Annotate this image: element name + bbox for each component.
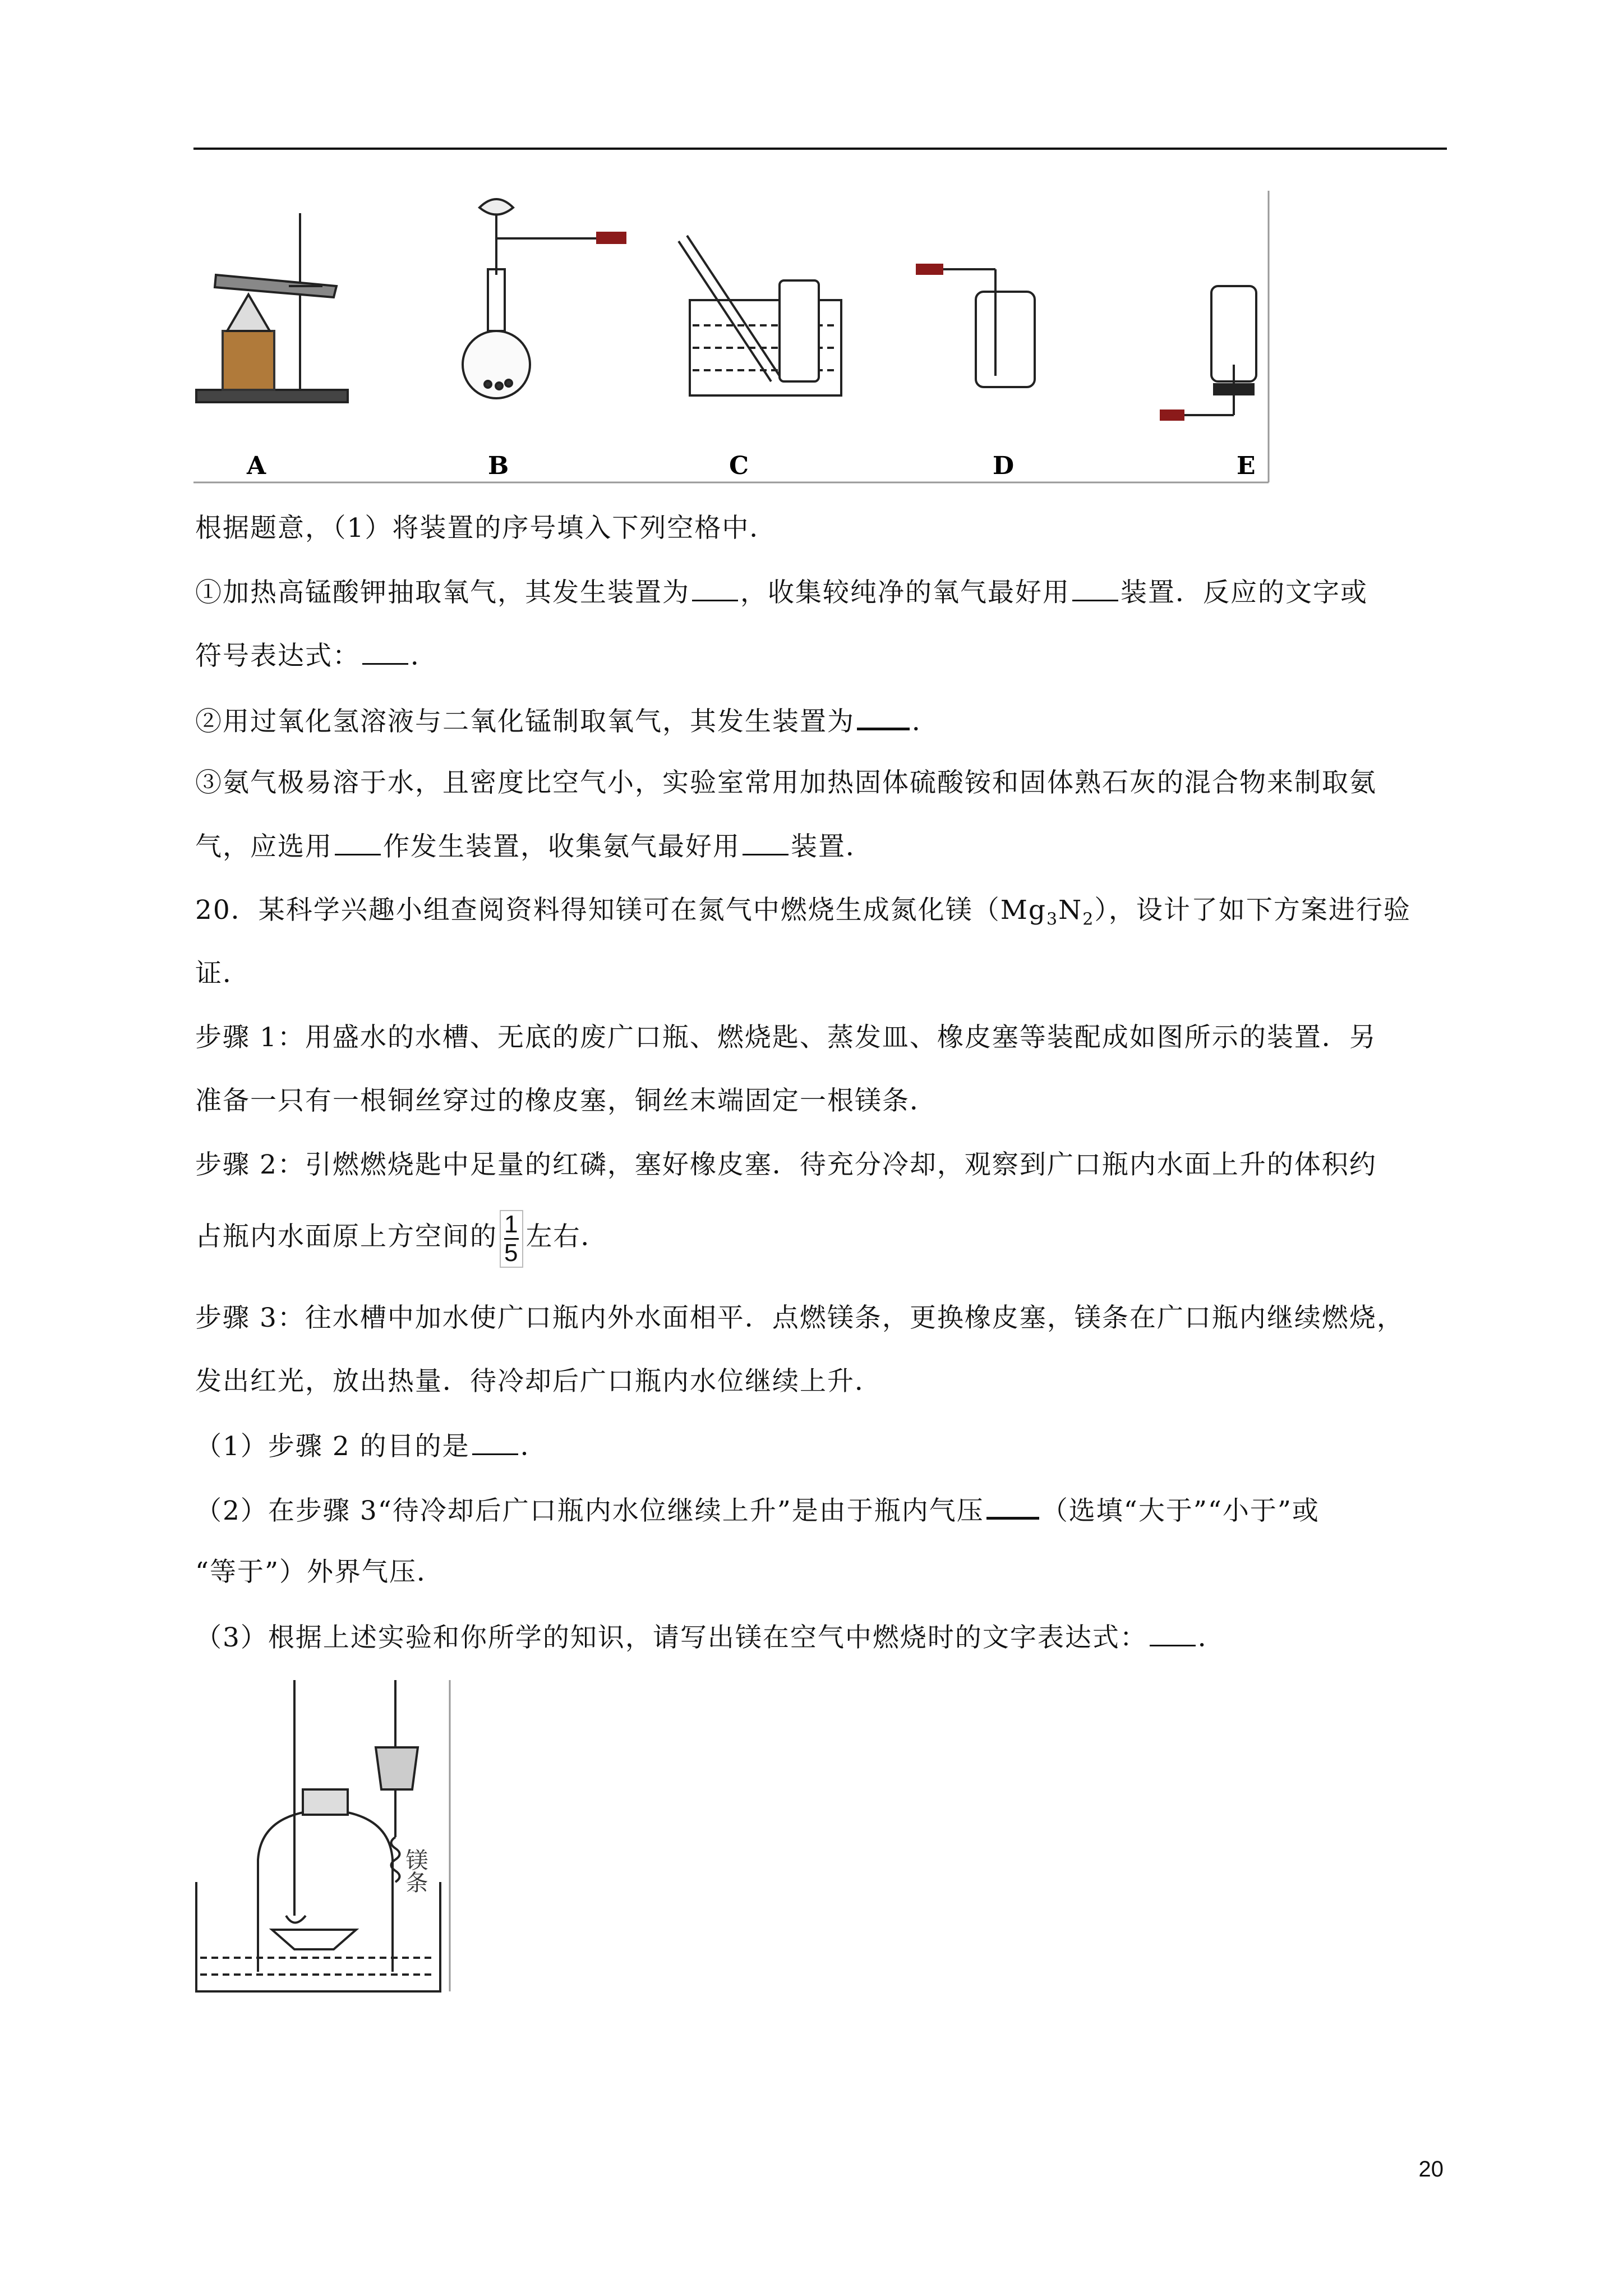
q19-item3: ③氨气极易溶于水，且密度比空气小，实验室常用加热固体硫酸铵和固体熟石灰的混合物来制取氨: [195, 767, 1377, 798]
q19-intro: 根据题意，（1）将装置的序号填入下列空格中．: [195, 513, 777, 544]
answer-blank[interactable]: [362, 638, 408, 665]
answer-blank[interactable]: [1150, 1620, 1196, 1646]
q20-sub2: （2）在步骤 3“待冷却后广口瓶内水位继续上升”是由于瓶内气压 （选填“大于”“小于”或: [195, 1492, 1320, 1528]
answer-blank[interactable]: [692, 575, 738, 601]
header-rule: [193, 148, 1447, 150]
answer-blank[interactable]: [857, 703, 910, 730]
q20-step2: 步骤 2：引燃燃烧匙中足量的红磷，塞好橡皮塞．待充分冷却，观察到广口瓶内水面上升的体积约: [195, 1149, 1377, 1180]
label-a: A: [247, 452, 266, 480]
answer-blank[interactable]: [472, 1429, 518, 1455]
q19-item1-cont: 符号表达式： ．: [195, 638, 438, 673]
q20-step2-cont: 占瓶内水面原上方空间的 $\frac{1}{5}$ 左右．: [195, 1210, 608, 1267]
q19-item1: ①加热高锰酸钾抽取氧气，其发生装置为 ，收集较纯净的氧气最好用 装置．反应的文字或: [195, 575, 1368, 610]
answer-blank[interactable]: [986, 1492, 1039, 1520]
answer-blank[interactable]: [1072, 575, 1118, 601]
fraction-one-fifth: $\frac{1}{5}$: [500, 1210, 523, 1268]
q20-step1-cont: 准备一只有一根铜丝穿过的橡皮塞，铜丝末端固定一根镁条．: [195, 1085, 937, 1116]
answer-blank[interactable]: [335, 829, 381, 855]
q20-step3: 步骤 3：往水槽中加水使广口瓶内外水面相平．点燃镁条，更换橡皮塞，镁条在广口瓶内继续燃烧，: [195, 1303, 1404, 1333]
page-number: 20: [1418, 2157, 1444, 2182]
apparatus-figure: [193, 191, 1270, 488]
label-c: C: [729, 452, 749, 480]
q20-sub3: （3）根据上述实验和你所学的知识，请写出镁在空气中燃烧时的文字表达式： ．: [195, 1620, 1225, 1655]
q19-item3-cont: 气，应选用 作发生装置，收集氨气最好用 装置．: [195, 829, 873, 864]
q20-step3-cont: 发出红光，放出热量．待冷却后广口瓶内水位继续上升．: [195, 1366, 882, 1397]
answer-blank[interactable]: [743, 829, 789, 855]
magnesium-experiment-figure: [193, 1680, 451, 1994]
label-e: E: [1237, 452, 1256, 480]
q20-sub1: （1）步骤 2 的目的是 ．: [195, 1429, 548, 1464]
q20-intro: 20．某科学兴趣小组查阅资料得知镁可在氮气中燃烧生成氮化镁$(Mg_3N_2)$，设计了如下方案进行验: [195, 895, 1411, 930]
q19-item2: ②用过氧化氢溶液与二氧化锰制取氧气，其发生装置为 ．: [195, 703, 939, 739]
q20-step1: 步骤 1：用盛水的水槽、无底的废广口瓶、燃烧匙、蒸发皿、橡皮塞等装配成如图所示的装置．另: [195, 1022, 1377, 1053]
label-d: D: [993, 452, 1015, 480]
magnesium-label: 镁条: [402, 1848, 428, 1893]
label-b: B: [488, 452, 509, 480]
q20-intro-cont: 证．: [195, 958, 250, 989]
q20-sub2-cont: “等于”）外界气压．: [195, 1557, 445, 1588]
